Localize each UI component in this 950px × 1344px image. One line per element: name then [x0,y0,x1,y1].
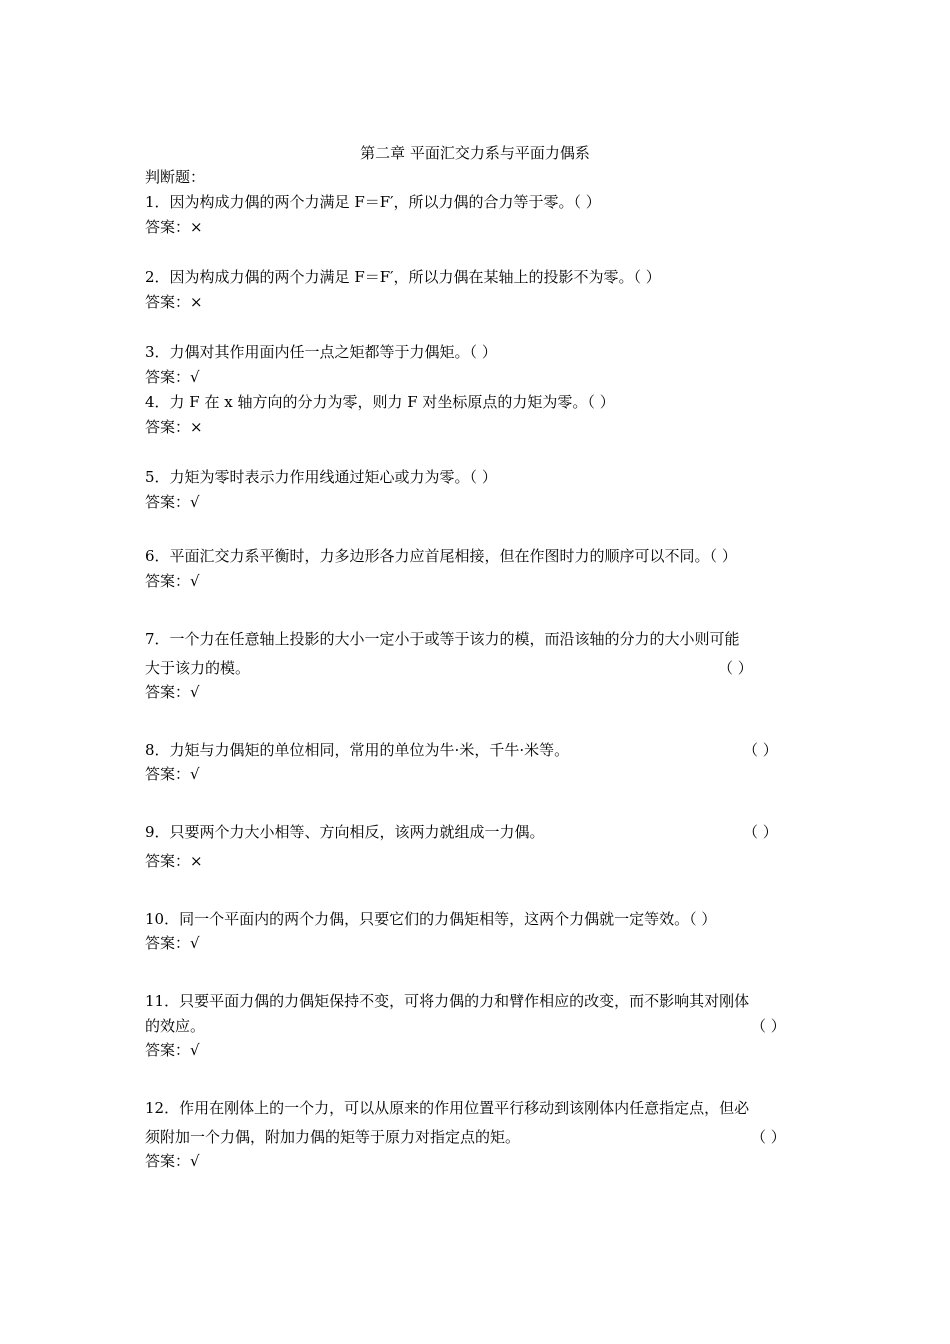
question-2: 2．因为构成力偶的两个力满足 F＝F′，所以力偶在某轴上的投影不为零。（ ） [145,268,661,286]
answer-7: 答案：√ [145,683,200,701]
answer-1: 答案：× [145,218,203,236]
question-8: 8．力矩与力偶矩的单位相同，常用的单位为牛·米，千牛·米等。 [145,741,570,759]
answer-8: 答案：√ [145,765,200,783]
question-12-line-2: 须附加一个力偶，附加力偶的矩等于原力对指定点的矩。 [145,1128,521,1146]
question-3: 3．力偶对其作用面内任一点之矩都等于力偶矩。（ ） [145,343,497,361]
answer-5: 答案：√ [145,493,200,511]
question-4: 4．力 F 在 x 轴方向的分力为零，则力 F 对坐标原点的力矩为零。（ ） [145,393,615,411]
question-12-line-1: 12．作用在刚体上的一个力，可以从原来的作用位置平行移动到该刚体内任意指定点，但必 [145,1099,750,1117]
question-7-line-2: 大于该力的模。 [145,659,251,677]
answer-2: 答案：× [145,293,203,311]
answer-3: 答案：√ [145,368,200,386]
section-label: 判断题： [145,168,206,186]
question-1: 1．因为构成力偶的两个力满足 F＝F′，所以力偶的合力等于零。（ ） [145,193,601,211]
answer-4: 答案：× [145,418,203,436]
question-6: 6．平面汇交力系平衡时，力多边形各力应首尾相接，但在作图时力的顺序可以不同。（ ） [145,547,737,565]
answer-blank-9: （ ） [743,823,778,841]
answer-blank-7: （ ） [718,659,753,677]
question-7-line-1: 7．一个力在任意轴上投影的大小一定小于或等于该力的模，而沿该轴的分力的大小则可能 [145,630,740,648]
answer-6: 答案：√ [145,572,200,590]
question-11-line-1: 11．只要平面力偶的力偶矩保持不变，可将力偶的力和臂作相应的改变，而不影响其对刚体 [145,992,750,1010]
question-10: 10．同一个平面内的两个力偶，只要它们的力偶矩相等，这两个力偶就一定等效。（ ） [145,910,717,928]
answer-blank-12: （ ） [751,1128,786,1146]
answer-10: 答案：√ [145,934,200,952]
answer-11: 答案：√ [145,1041,200,1059]
question-9: 9．只要两个力大小相等、方向相反，该两力就组成一力偶。 [145,823,545,841]
document-title: 第二章 平面汇交力系与平面力偶系 [360,144,590,162]
answer-blank-11: （ ） [751,1017,786,1035]
answer-12: 答案：√ [145,1152,200,1170]
question-5: 5．力矩为零时表示力作用线通过矩心或力为零。（ ） [145,468,497,486]
question-11-line-2: 的效应。 [145,1017,206,1035]
answer-blank-8: （ ） [743,741,778,759]
answer-9: 答案：× [145,852,203,870]
